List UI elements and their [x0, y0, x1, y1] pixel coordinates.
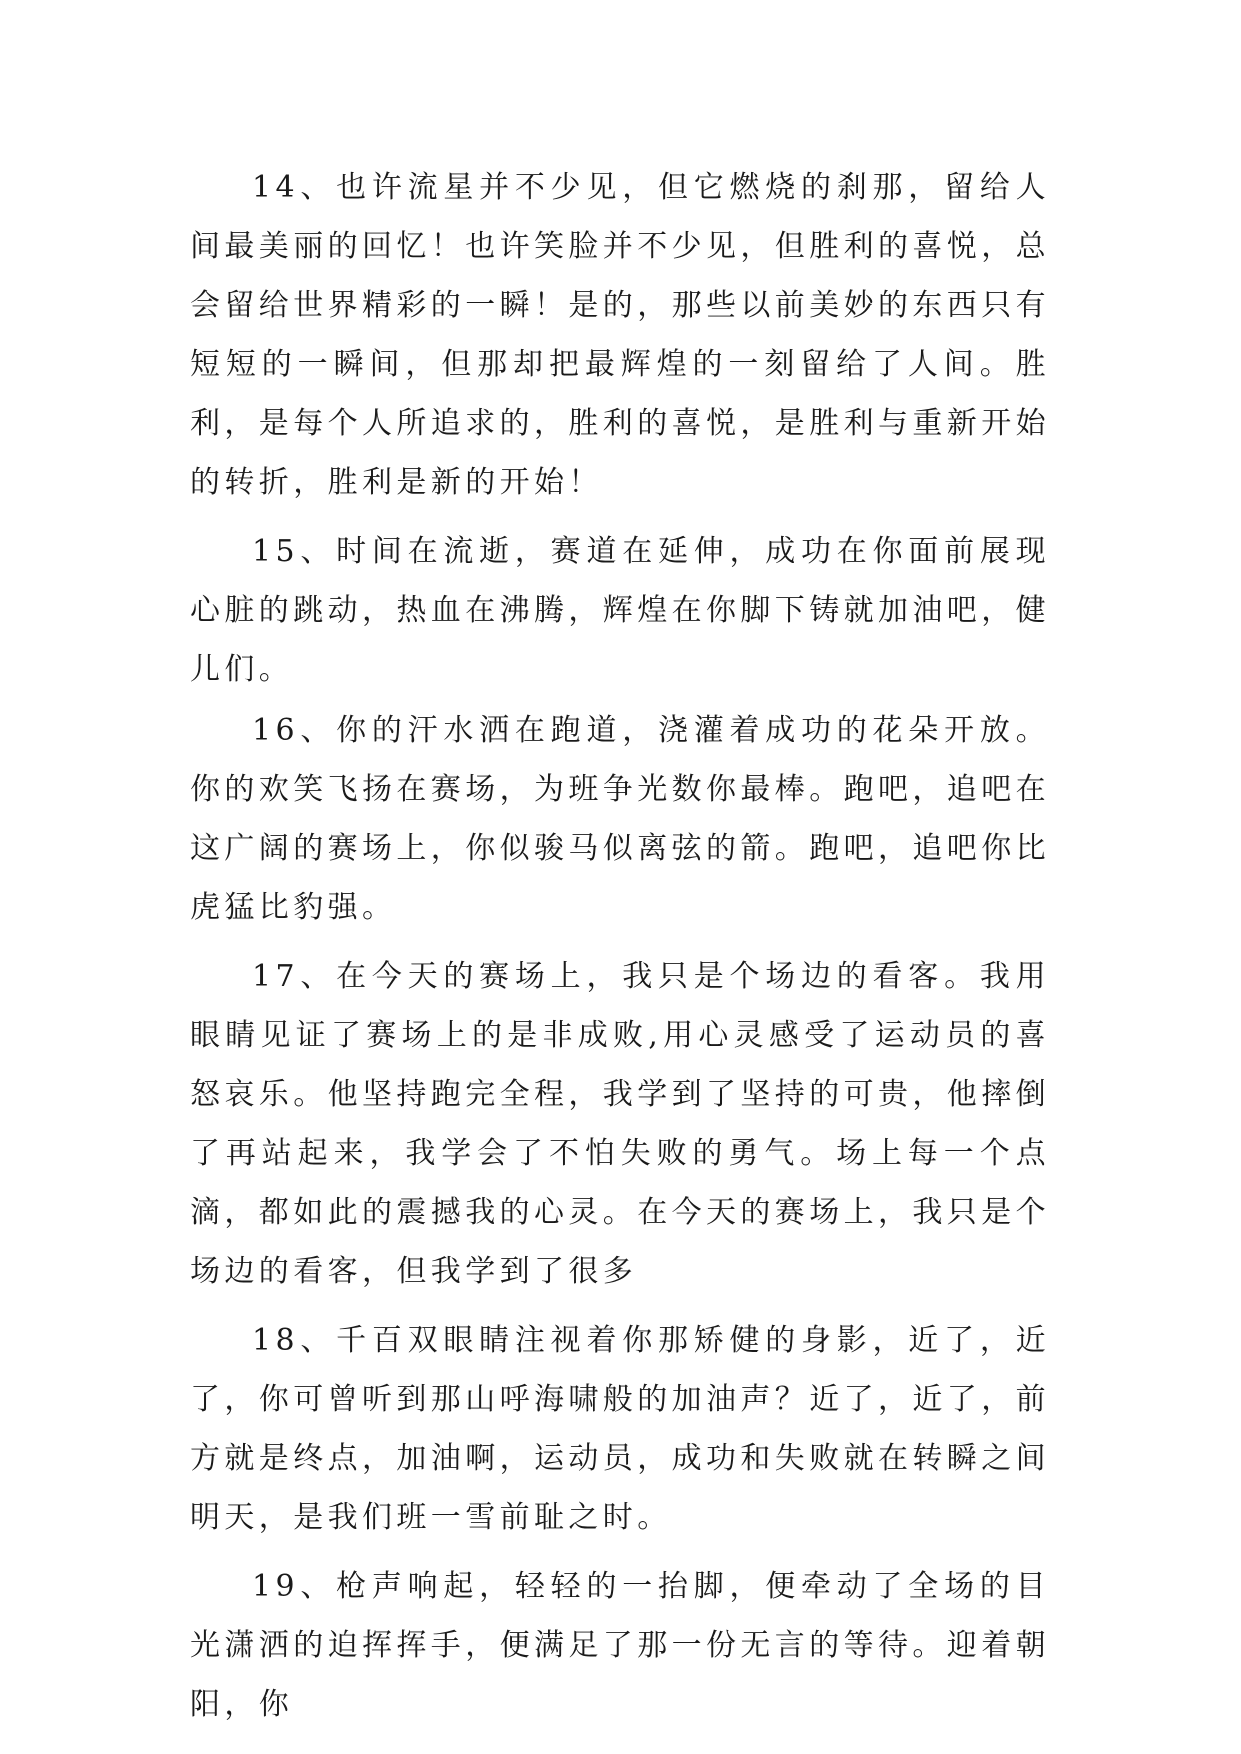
paragraph-18: 18、千百双眼睛注视着你那矫健的身影，近了，近了，你可曾听到那山呼海啸般的加油声？近了，近了，前方就是终点，加油啊，运动员，成功和失败就在转瞬之间明天，是我们班一雪前耻之时。	[190, 1323, 1050, 1535]
paragraph-14: 14、也许流星并不少见，但它燃烧的刹那，留给人间最美丽的回忆！也许笑脸并不少见，但胜利的喜悦，总会留给世界精彩的一瞬！是的，那些以前美妙的东西只有短短的一瞬间，但那却把最辉煌的一刻留给了人间。胜利，是每个人所追求的，胜利的喜悦，是胜利与重新开始的转折，胜利是新的开始！	[190, 170, 1050, 500]
paragraph-15: 15、时间在流逝，赛道在延伸，成功在你面前展现心脏的跳动，热血在沸腾，辉煌在你脚下铸就加油吧，健儿们。	[190, 534, 1050, 687]
paragraph-17: 17、在今天的赛场上，我只是个场边的看客。我用眼睛见证了赛场上的是非成败,用心灵感受了运动员的喜怒哀乐。他坚持跑完全程，我学到了坚持的可贵，他摔倒了再站起来，我学会了不怕失败的勇气。场上每一个点滴，都如此的震撼我的心灵。在今天的赛场上，我只是个场边的看客，但我学到了很多	[190, 959, 1050, 1289]
paragraph-19: 19、枪声响起，轻轻的一抬脚，便牵动了全场的目光潇洒的迫挥挥手，便满足了那一份无言的等待。迎着朝阳，你	[190, 1569, 1050, 1722]
document-body	[190, 158, 1050, 1734]
paragraph-16: 16、你的汗水洒在跑道，浇灌着成功的花朵开放。你的欢笑飞扬在赛场，为班争光数你最棒。跑吧，追吧在这广阔的赛场上，你似骏马似离弦的箭。跑吧，追吧你比虎猛比豹强。	[190, 713, 1050, 925]
